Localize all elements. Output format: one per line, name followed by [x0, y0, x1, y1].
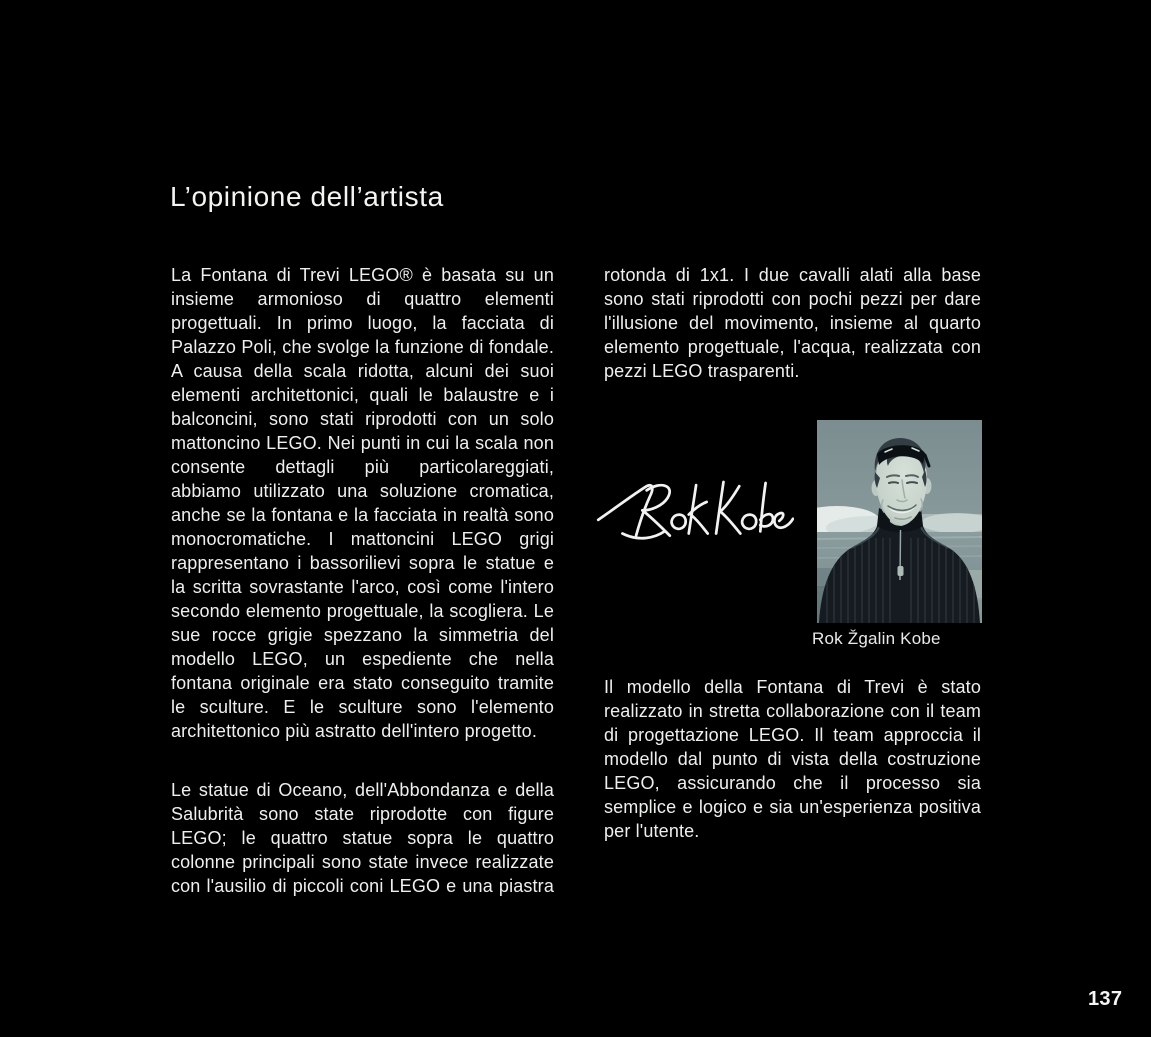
right-text-column-bottom: [604, 675, 981, 843]
photo-caption: Rok Žgalin Kobe: [812, 629, 941, 648]
body-paragraph-4: Il modello della Fontana di Trevi è stato realizzato in stretta collaborazione con il team di progettazione LEGO. Il team approccia il modello dal punto di vista della costruzione LEGO, assicurando che il processo sia semplice e logico e sia un'esperienza positiva per l'utente.: [604, 677, 981, 841]
body-paragraph-2: Le statue di Oceano, dell'Abbondanza e della Salubrità sono state riprodotte con figure LEGO; le quattro statue sopra le quattro colonne principali sono state invece realizzate con l'ausilio di piccoli coni LEGO e una piastra: [171, 780, 554, 896]
body-paragraph-1: La Fontana di Trevi LEGO® è basata su un insieme armonioso di quattro elementi progettuali. In primo luogo, la facciata di Palazzo Poli, che svolge la funzione di fondale. A causa della scala ridotta, alcuni dei suoi elementi architettonici, quali le balaustre e i balconcini, sono stati riprodotti con un solo mattoncino LEGO. Nei punti in cui la scala non consente dettagli più particolareggiati, abbiamo utilizzato una soluzione cromatica, anche se la fontana e la facciata in realtà sono monocromatiche. I mattoncini LEGO grigi rappresentano i bassorilievi sopra le statue e la scritta sovrastante l'arco, così come l'intero secondo elemento progettuale, la scogliera. Le sue rocce grigie spezzano la simmetria del modello LEGO, un espediente che nella fontana originale era stato conseguito tramite le sculture. E le sculture sono l'elemento architettonico più astratto dell'intero progetto.: [171, 265, 554, 741]
signature-strokes: [598, 482, 793, 538]
body-paragraph-3: rotonda di 1x1. I due cavalli alati alla base sono stati riprodotti con pochi pezzi per dare l'illusione del movimento, insieme al quarto elemento progettuale, l'acqua, realizzata con pezzi LEGO trasparenti.: [604, 265, 981, 381]
signature-rok-kobe: [594, 472, 794, 554]
right-text-column-top: [604, 263, 981, 383]
page-number: 137: [1088, 988, 1123, 1010]
left-text-column: [171, 263, 554, 898]
zipper-pull: [898, 566, 904, 576]
page-title: L’opinione dell’artista: [170, 180, 444, 212]
portrait-photo-rok-kobe: [817, 420, 982, 623]
